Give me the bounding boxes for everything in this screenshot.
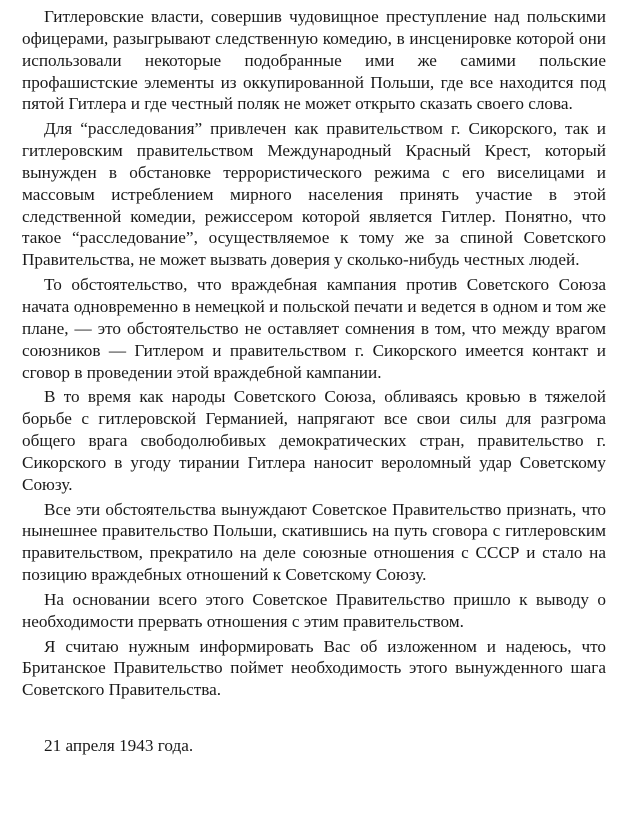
paragraph-5: Все эти обстоятельства вынуждают Советское Правительство признать, что нынешнее правительство Польши, скатившись на путь сговора с гитлеровским правительством, прекратило на деле союзные отношения с СССР и стало на позицию враждебных отношений к Советскому Союзу. — [22, 499, 606, 585]
document-page — [22, 6, 606, 757]
paragraph-3: То обстоятельство, что враждебная кампания против Советского Союза начата одновременно в немецкой и польской печати и ведется в одном и том же плане, — это обстоятельство не оставляет сомнения в том, что между врагом союзников — Гитлером и правительством г. Сикорского имеется контакт и сговор в проведении этой враждебной кампании. — [22, 275, 606, 382]
document-date: 21 апреля 1943 года. — [44, 736, 194, 756]
paragraph-2: Для “расследования” привлечен как правительством г. Сикорского, так и гитлеровским правительством Международный Красный Крест, который вынужден в обстановке террористического режима с его виселицами и массовым истреблением мирного населения принять участие в этой следственной комедии, режиссером которой является Гитлер. Понятно, что такое “расследование”, осуществляемое к тому же за спиной Советского Правительства, не может вызвать доверия у сколько-нибудь честных людей. — [22, 119, 606, 270]
paragraph-1: Гитлеровские власти, совершив чудовищное преступление над польскими офицерами, разыгрывают следственную комедию, в инсценировке которой они использовали некоторые подобранные ими же самими польские профашистские элементы из оккупированной Польши, где все находится под пятой Гитлера и где честный поляк не может открыто сказать своего слова. — [22, 7, 606, 114]
paragraph-6: На основании всего этого Советское Правительство пришло к выводу о необходимости прервать отношения с этим правительством. — [22, 589, 606, 631]
paragraph-7: Я считаю нужным информировать Вас об изложенном и надеюсь, что Британское Правительство поймет необходимость этого вынужденного шага Советского Правительства. — [22, 636, 606, 700]
paragraph-4: В то время как народы Советского Союза, обливаясь кровью в тяжелой борьбе с гитлеровской Германией, напрягают все свои силы для разгрома общего врага свободолюбивых демократических стран, правительство г. Сикорского в угоду тирании Гитлера наносит вероломный удар Советскому Союзу. — [22, 387, 606, 494]
